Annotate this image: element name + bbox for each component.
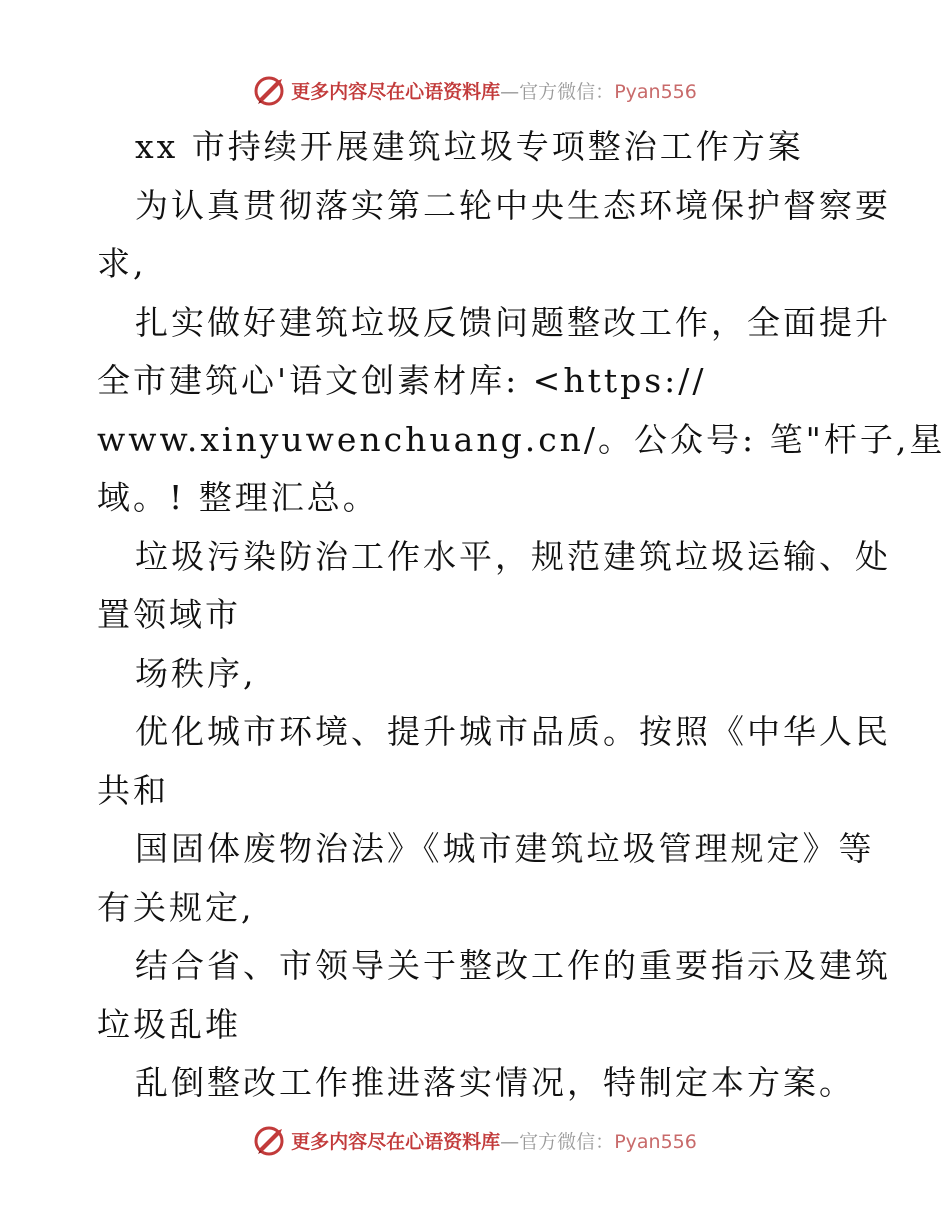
banner-code: Pyan556 (614, 80, 697, 103)
text-line: 场秩序, (135, 653, 257, 693)
text-line: 优化城市环境、提升城市品质。按照《中华人民 (135, 712, 891, 751)
logo-pen-icon (253, 1123, 287, 1157)
banner-text (291, 77, 697, 104)
banner-label: 官方微信： (519, 80, 615, 103)
banner-main: 更多内容尽在心语资料库 (291, 80, 501, 103)
text-line: 乱倒整改工作推进落实情况，特制定本方案。 (135, 1063, 855, 1102)
text-line: 置领域市 (97, 595, 241, 634)
text-line: 结合省、市领导关于整改工作的重要指示及建筑 (135, 946, 891, 985)
footer-banner (0, 1120, 950, 1160)
text-line: 求, (97, 244, 147, 283)
text-line: 全市建筑心'语文创素材库: <https:// (97, 361, 707, 400)
text-line: 国固体废物治法》《城市建筑垃圾管理规定》等 (135, 829, 875, 868)
header-banner (0, 70, 950, 110)
text-line: 垃圾乱堆 (97, 1004, 241, 1044)
banner-code: Pyan556 (614, 1130, 697, 1153)
text-line: www.xinyuwenchuang.cn/。公众号: 笔"杆子,星 (97, 419, 946, 459)
text-line: 域。! 整理汇总。 (97, 478, 379, 517)
banner-separator: — (500, 80, 520, 103)
document-body (97, 118, 946, 1113)
banner-text (291, 1127, 697, 1154)
text-line: 共和 (97, 770, 169, 810)
text-line: 垃圾污染防治工作水平，规范建筑垃圾运输、处 (135, 536, 891, 576)
banner-label: 官方微信： (519, 1130, 615, 1153)
text-line: 扎实做好建筑垃圾反馈问题整改工作，全面提升 (135, 302, 891, 342)
banner-main: 更多内容尽在心语资料库 (291, 1130, 501, 1153)
logo-pen-icon (253, 73, 287, 107)
text-line: 有关规定, (97, 887, 255, 927)
text-line: 为认真贯彻落实第二轮中央生态环境保护督察要 (135, 185, 891, 225)
document-title: xx 市持续开展建筑垃圾专项整治工作方案 (135, 127, 804, 166)
banner-separator: — (500, 1130, 520, 1153)
